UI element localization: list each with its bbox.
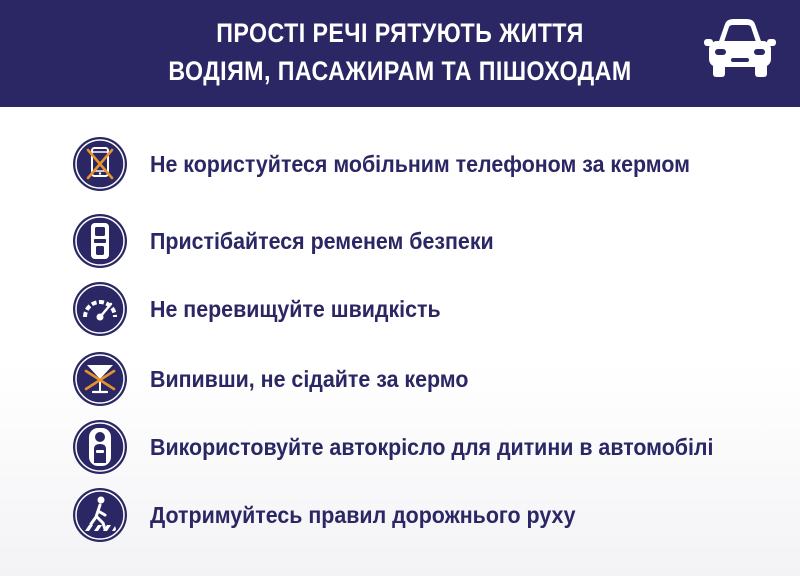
rule-text: Не перевищуйте швидкість xyxy=(150,296,441,322)
safety-rules-list xyxy=(0,107,800,576)
rule-text: Дотримуйтесь правил дорожнього руху xyxy=(150,502,576,528)
rule-item-seatbelt xyxy=(72,213,772,269)
title-line-1: ПРОСТІ РЕЧІ РЯТУЮТЬ ЖИТТЯ xyxy=(216,18,584,48)
rule-text: Випивши, не сідайте за кермо xyxy=(150,366,469,392)
rule-item-speed xyxy=(72,281,772,337)
rule-item-no-phone xyxy=(72,136,772,192)
no-phone-icon xyxy=(72,136,128,192)
rule-item-child-seat xyxy=(72,419,772,475)
rule-text: Пристібайтеся ременем безпеки xyxy=(150,228,494,254)
page-title xyxy=(168,14,632,90)
no-alcohol-icon xyxy=(72,351,128,407)
seatbelt-icon xyxy=(72,213,128,269)
header-banner xyxy=(0,0,800,107)
crosswalk-icon xyxy=(72,487,128,543)
rule-item-no-alcohol xyxy=(72,351,772,407)
car-icon xyxy=(704,14,776,80)
rule-item-traffic-rules xyxy=(72,487,772,543)
title-line-2: ВОДІЯМ, ПАСАЖИРАМ ТА ПІШОХОДАМ xyxy=(168,56,632,86)
child-seat-icon xyxy=(72,419,128,475)
rule-text: Не користуйтеся мобільним телефоном за кермом xyxy=(150,151,690,177)
speedometer-icon xyxy=(72,281,128,337)
rule-text: Використовуйте автокрісло для дитини в автомобілі xyxy=(150,434,714,460)
